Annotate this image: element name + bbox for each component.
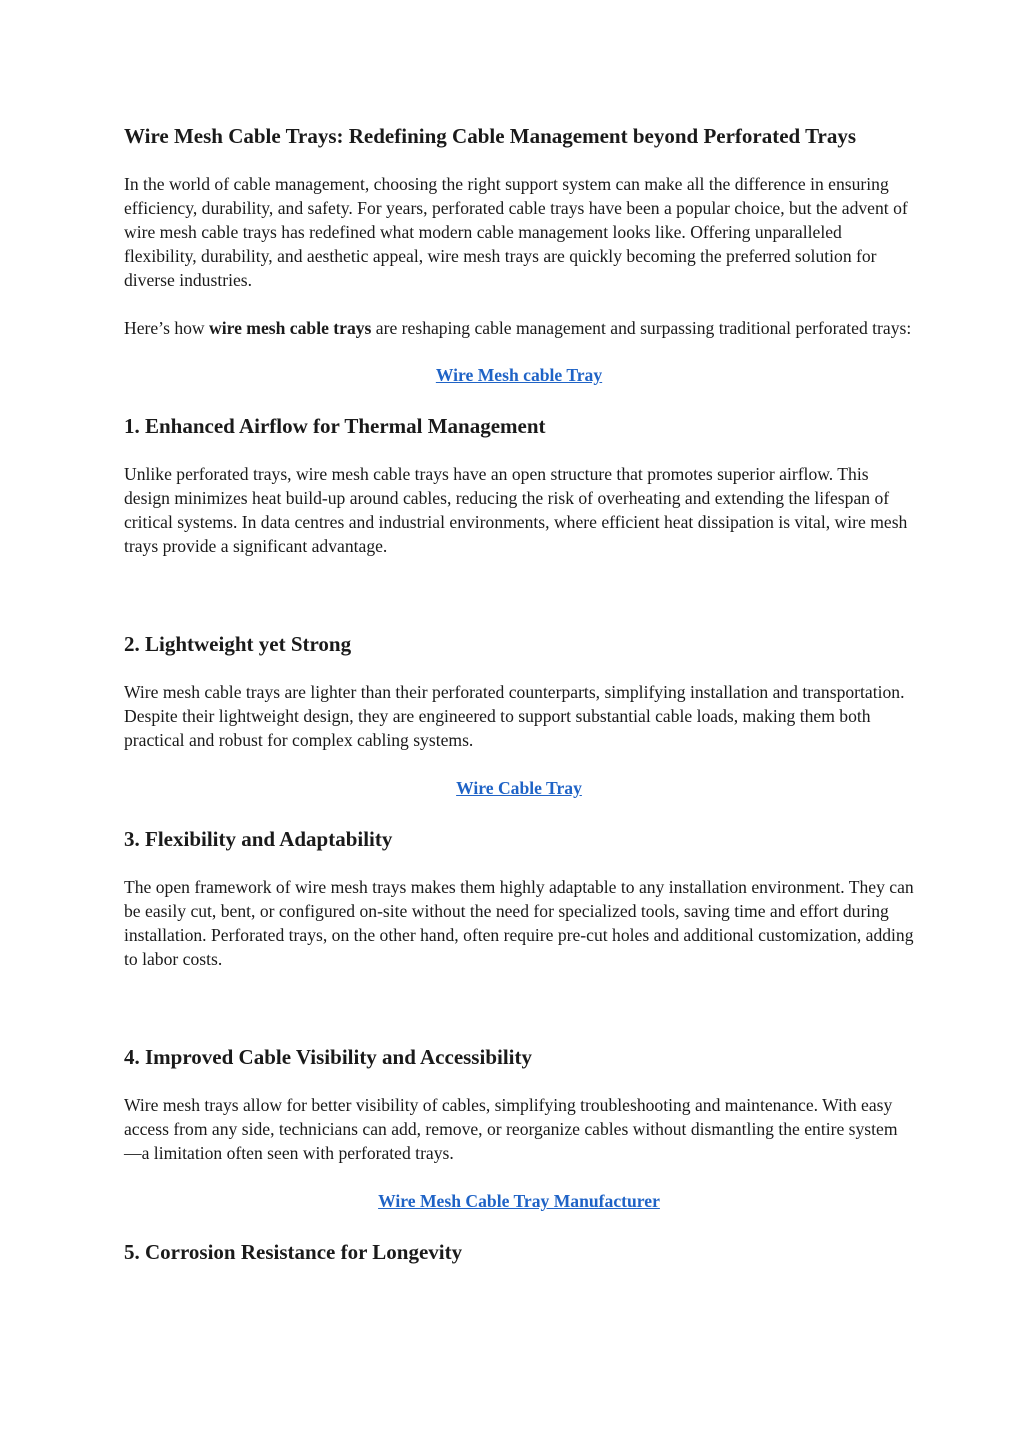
wire-mesh-cable-tray-manufacturer-link[interactable]: Wire Mesh Cable Tray Manufacturer	[378, 1191, 660, 1211]
document-page	[124, 122, 914, 1266]
intro-paragraph: In the world of cable management, choosing the right support system can make all the difference in ensuring efficiency, durability, and safety. For years, perforated cable trays have been a popular choice, but the advent of wire mesh cable trays has redefined what modern cable management looks like. Offering unparalleled flexibility, durability, and aesthetic appeal, wire mesh trays are quickly becoming the preferred solution for diverse industries.	[124, 174, 908, 290]
section-4-body: Wire mesh trays allow for better visibility of cables, simplifying troubleshooting and maintenance. With easy access from any side, technicians can add, remove, or reorganize cables without dismantling the entire system—a limitation often seen with perforated trays.	[124, 1095, 898, 1163]
section-3-heading: 3. Flexibility and Adaptability	[124, 827, 393, 851]
section-2-heading: 2. Lightweight yet Strong	[124, 632, 352, 656]
section-3-body: The open framework of wire mesh trays makes them highly adaptable to any installation environment. They can be easily cut, bent, or configured on-site without the need for specialized tools, saving time and effort during installation. Perforated trays, on the other hand, often require pre-cut holes and additional customization, adding to labor costs.	[124, 877, 914, 969]
document-title: Wire Mesh Cable Trays: Redefining Cable Management beyond Perforated Trays	[124, 124, 857, 148]
section-5-heading: 5. Corrosion Resistance for Longevity	[124, 1240, 463, 1264]
lead-prefix: Here’s how	[124, 318, 210, 338]
wire-cable-tray-link[interactable]: Wire Cable Tray	[456, 778, 582, 798]
link-row-2	[124, 776, 914, 800]
lead-bold-keyword: wire mesh cable trays	[209, 318, 372, 338]
link-row-3	[124, 1189, 914, 1213]
lead-suffix: are reshaping cable management and surpassing traditional perforated trays:	[371, 318, 912, 338]
section-1-heading: 1. Enhanced Airflow for Thermal Management	[124, 414, 546, 438]
wire-mesh-cable-tray-link[interactable]: Wire Mesh cable Tray	[435, 365, 603, 385]
lead-paragraph	[124, 316, 914, 340]
section-2-body: Wire mesh cable trays are lighter than their perforated counterparts, simplifying installation and transportation. Despite their lightweight design, they are engineered to support substantial cable loads, making them both practical and robust for complex cabling systems.	[124, 682, 905, 750]
link-row-1	[124, 363, 914, 387]
section-1-body: Unlike perforated trays, wire mesh cable trays have an open structure that promotes superior airflow. This design minimizes heat build-up around cables, reducing the risk of overheating and extending the lifespan of critical systems. In data centres and industrial environments, where efficient heat dissipation is vital, wire mesh trays provide a significant advantage.	[124, 464, 908, 556]
section-4-heading: 4. Improved Cable Visibility and Accessibility	[124, 1045, 532, 1069]
